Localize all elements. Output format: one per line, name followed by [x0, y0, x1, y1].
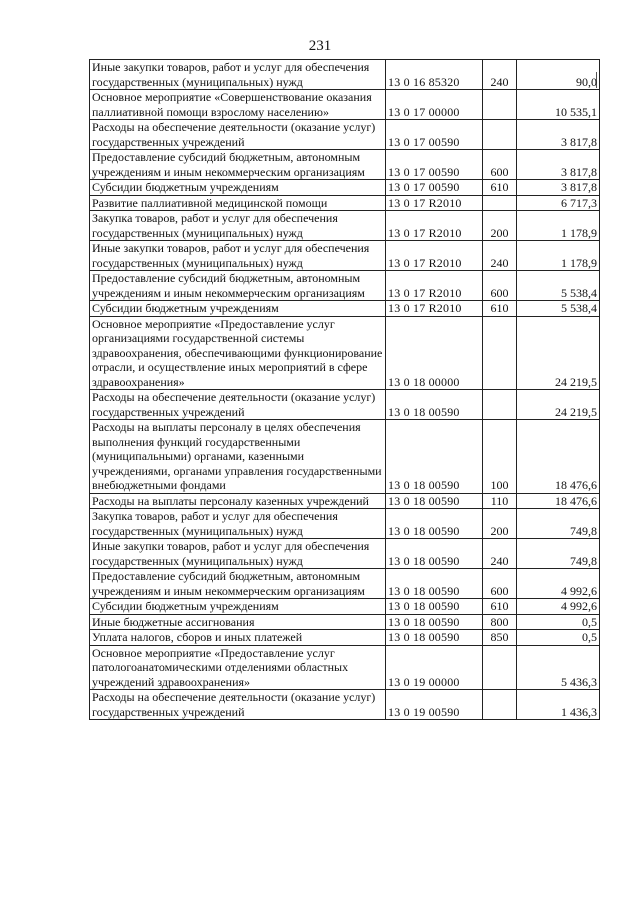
- line-item-name: Иные закупки товаров, работ и услуг для обеспечения государственных (муниципальных) нужд: [90, 241, 386, 271]
- line-item-name: Предоставление субсидий бюджетным, автономным учреждениям и иным некоммерческим организациям: [90, 150, 386, 180]
- amount-value: 749,8: [517, 539, 600, 569]
- line-item-name: Иные бюджетные ассигнования: [90, 614, 386, 630]
- table-row: [90, 645, 600, 690]
- expense-type-code: 610: [483, 599, 517, 615]
- target-article-code: 13 0 19 00590: [386, 690, 483, 720]
- amount-value: 1 178,9: [517, 211, 600, 241]
- page-number: 231: [308, 38, 332, 54]
- line-item-name: Основное мероприятие «Предоставление услуг организациями государственной системы здравоохранения, обеспечивающими функционирование отрасли, и осуществление иных мероприятий в сфере здравоохранения»: [90, 316, 386, 390]
- target-article-code: 13 0 18 00590: [386, 509, 483, 539]
- line-item-name: Иные закупки товаров, работ и услуг для обеспечения государственных (муниципальных) нужд: [90, 60, 386, 90]
- line-item-name: Уплата налогов, сборов и иных платежей: [90, 630, 386, 646]
- line-item-name: Расходы на обеспечение деятельности (оказание услуг) государственных учреждений: [90, 390, 386, 420]
- amount-value: 3 817,8: [517, 180, 600, 196]
- amount-value: 0,5: [517, 630, 600, 646]
- table-row: [90, 614, 600, 630]
- line-item-name: Иные закупки товаров, работ и услуг для обеспечения государственных (муниципальных) нужд: [90, 539, 386, 569]
- expense-type-code: 240: [483, 539, 517, 569]
- expense-type-code: 800: [483, 614, 517, 630]
- expense-type-code: [483, 120, 517, 150]
- table-row: [90, 539, 600, 569]
- table-row: [90, 150, 600, 180]
- amount-value: 5 538,4: [517, 271, 600, 301]
- amount-value: 1 436,3: [517, 690, 600, 720]
- line-item-name: Закупка товаров, работ и услуг для обеспечения государственных (муниципальных) нужд: [90, 509, 386, 539]
- expense-type-code: [483, 316, 517, 390]
- target-article-code: 13 0 17 R2010: [386, 211, 483, 241]
- line-item-name: Основное мероприятие «Совершенствование оказания паллиативной помощи взрослому населению»: [90, 90, 386, 120]
- target-article-code: 13 0 18 00590: [386, 599, 483, 615]
- line-item-name: Основное мероприятие «Предоставление услуг патологоанатомическими отделениями областных учреждений здравоохранения»: [90, 645, 386, 690]
- budget-table-body: [90, 60, 600, 720]
- table-row: [90, 509, 600, 539]
- amount-value: 1 178,9: [517, 241, 600, 271]
- table-row: [90, 180, 600, 196]
- table-row: [90, 120, 600, 150]
- expense-type-code: 600: [483, 569, 517, 599]
- line-item-name: Субсидии бюджетным учреждениям: [90, 599, 386, 615]
- table-row: [90, 690, 600, 720]
- amount-value: 3 817,8: [517, 150, 600, 180]
- expense-type-code: 100: [483, 420, 517, 494]
- table-row: [90, 316, 600, 390]
- budget-table: [89, 59, 600, 720]
- amount-value: 18 476,6: [517, 420, 600, 494]
- target-article-code: 13 0 16 85320: [386, 60, 483, 90]
- target-article-code: 13 0 18 00590: [386, 569, 483, 599]
- target-article-code: 13 0 17 00590: [386, 150, 483, 180]
- table-row: [90, 211, 600, 241]
- amount-value: 24 219,5: [517, 390, 600, 420]
- amount-value: 4 992,6: [517, 569, 600, 599]
- expense-type-code: 110: [483, 493, 517, 509]
- table-row: [90, 90, 600, 120]
- table-row: [90, 301, 600, 317]
- expense-type-code: 240: [483, 241, 517, 271]
- target-article-code: 13 0 17 R2010: [386, 271, 483, 301]
- table-row: [90, 241, 600, 271]
- target-article-code: 13 0 17 R2010: [386, 301, 483, 317]
- expense-type-code: [483, 90, 517, 120]
- line-item-name: Закупка товаров, работ и услуг для обеспечения государственных (муниципальных) нужд: [90, 211, 386, 241]
- table-row: [90, 493, 600, 509]
- amount-value: 90,0: [517, 60, 600, 90]
- target-article-code: 13 0 18 00590: [386, 539, 483, 569]
- line-item-name: Расходы на обеспечение деятельности (оказание услуг) государственных учреждений: [90, 690, 386, 720]
- target-article-code: 13 0 17 00000: [386, 90, 483, 120]
- target-article-code: 13 0 17 R2010: [386, 195, 483, 211]
- amount-value: 5 538,4: [517, 301, 600, 317]
- expense-type-code: 240: [483, 60, 517, 90]
- expense-type-code: [483, 690, 517, 720]
- amount-value: 3 817,8: [517, 120, 600, 150]
- amount-value: 6 717,3: [517, 195, 600, 211]
- target-article-code: 13 0 18 00590: [386, 493, 483, 509]
- target-article-code: 13 0 17 00590: [386, 120, 483, 150]
- table-row: [90, 630, 600, 646]
- target-article-code: 13 0 18 00000: [386, 316, 483, 390]
- table-row: [90, 195, 600, 211]
- expense-type-code: 850: [483, 630, 517, 646]
- amount-value: 4 992,6: [517, 599, 600, 615]
- line-item-name: Развитие паллиативной медицинской помощи: [90, 195, 386, 211]
- expense-type-code: 200: [483, 509, 517, 539]
- expense-type-code: 200: [483, 211, 517, 241]
- expense-type-code: 600: [483, 271, 517, 301]
- table-row: [90, 569, 600, 599]
- amount-value: 10 535,1: [517, 90, 600, 120]
- line-item-name: Предоставление субсидий бюджетным, автономным учреждениям и иным некоммерческим организациям: [90, 569, 386, 599]
- line-item-name: Предоставление субсидий бюджетным, автономным учреждениям и иным некоммерческим организациям: [90, 271, 386, 301]
- line-item-name: Субсидии бюджетным учреждениям: [90, 180, 386, 196]
- amount-value: 18 476,6: [517, 493, 600, 509]
- target-article-code: 13 0 17 00590: [386, 180, 483, 196]
- line-item-name: Расходы на выплаты персоналу казенных учреждений: [90, 493, 386, 509]
- expense-type-code: 610: [483, 301, 517, 317]
- target-article-code: 13 0 18 00590: [386, 390, 483, 420]
- expense-type-code: [483, 390, 517, 420]
- line-item-name: Субсидии бюджетным учреждениям: [90, 301, 386, 317]
- amount-value: 5 436,3: [517, 645, 600, 690]
- target-article-code: 13 0 18 00590: [386, 420, 483, 494]
- amount-value: 24 219,5: [517, 316, 600, 390]
- amount-value: 749,8: [517, 509, 600, 539]
- target-article-code: 13 0 18 00590: [386, 630, 483, 646]
- table-row: [90, 271, 600, 301]
- table-row: [90, 420, 600, 494]
- target-article-code: 13 0 18 00590: [386, 614, 483, 630]
- line-item-name: Расходы на выплаты персоналу в целях обеспечения выполнения функций государственными (муниципальными) органами, казенными учреждениями, органами управления государственными внебюджетными фондами: [90, 420, 386, 494]
- expense-type-code: [483, 195, 517, 211]
- expense-type-code: 610: [483, 180, 517, 196]
- expense-type-code: 600: [483, 150, 517, 180]
- target-article-code: 13 0 19 00000: [386, 645, 483, 690]
- table-row: [90, 599, 600, 615]
- expense-type-code: [483, 645, 517, 690]
- line-item-name: Расходы на обеспечение деятельности (оказание услуг) государственных учреждений: [90, 120, 386, 150]
- target-article-code: 13 0 17 R2010: [386, 241, 483, 271]
- table-row: [90, 390, 600, 420]
- amount-value: 0,5: [517, 614, 600, 630]
- table-row: [90, 60, 600, 90]
